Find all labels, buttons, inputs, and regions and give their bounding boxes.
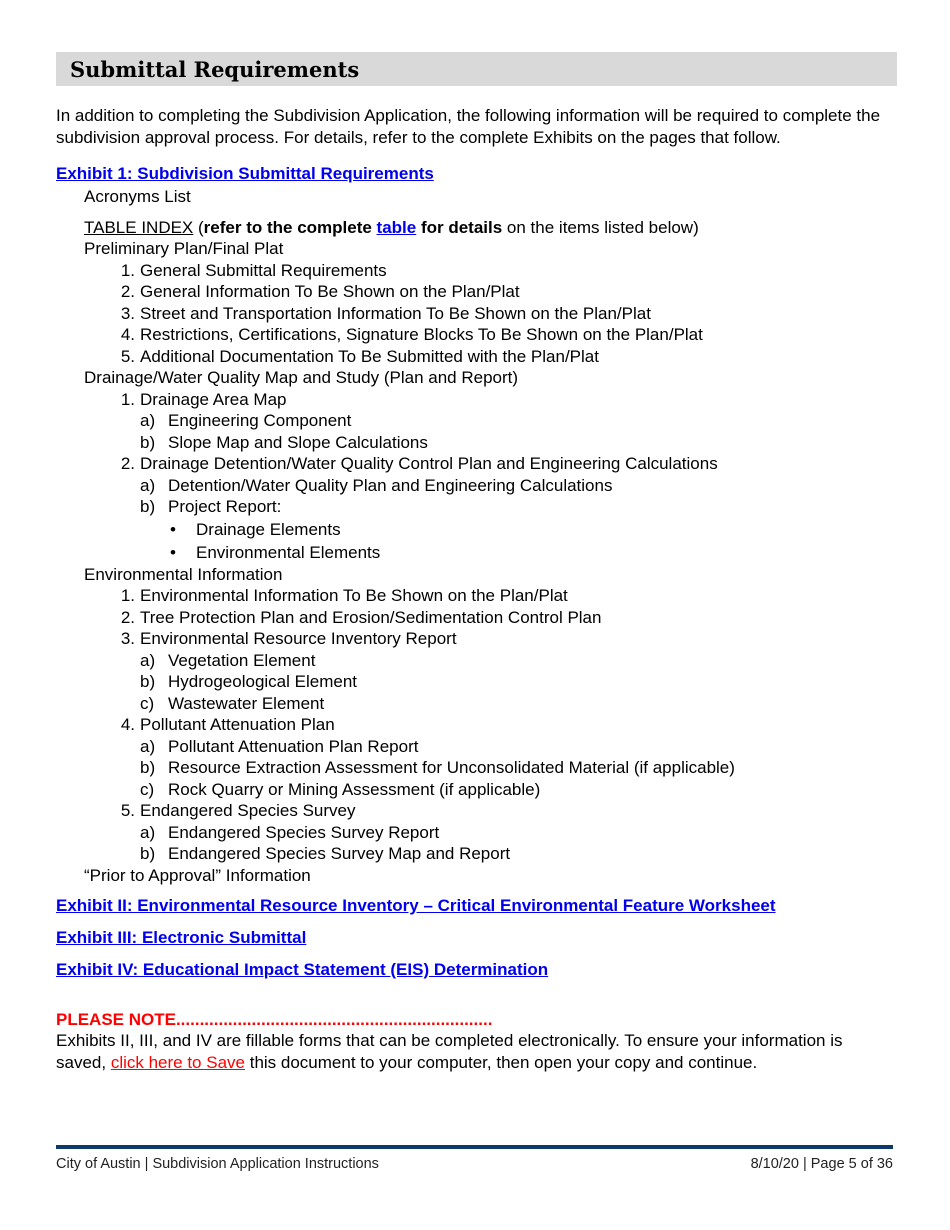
section-header — [56, 52, 897, 86]
list-item: 3. Environmental Resource Inventory Report — [120, 629, 457, 648]
bullet-item: • Environmental Elements — [170, 542, 381, 562]
table-link[interactable]: table — [376, 217, 417, 237]
list-subitem: b) Hydrogeological Element — [140, 672, 357, 691]
page-title: Submittal Requirements — [70, 56, 360, 82]
bullet-icon: • — [170, 542, 176, 562]
page-footer — [56, 1156, 893, 1172]
list-item: 2. General Information To Be Shown on the Plan/Plat — [120, 282, 520, 301]
page-content — [56, 52, 897, 1073]
footer-page-number: 8/10/20 | Page 5 of 36 — [750, 1156, 893, 1172]
table-index-label: TABLE INDEX — [84, 217, 194, 237]
environmental-heading: Environmental Information — [84, 564, 283, 584]
list-subitem: b) Slope Map and Slope Calculations — [140, 432, 428, 452]
preliminary-heading: Preliminary Plan/Final Plat — [84, 239, 284, 258]
list-subitem: a) Engineering Component — [140, 411, 352, 430]
please-note-heading: PLEASE NOTE................................................................... — [56, 1010, 493, 1029]
list-item: 5. Endangered Species Survey — [120, 801, 356, 820]
save-link[interactable]: click here to Save — [110, 1052, 245, 1072]
list-subitem: a) Detention/Water Quality Plan and Engineering Calculations — [140, 475, 613, 495]
intro-paragraph: In addition to completing the Subdivision Application, the following information will be required to complete the subdivision approval process. For details, refer to the complete Exhibits on the pages that follow. — [56, 106, 881, 147]
list-item: 3. Street and Transportation Information To Be Shown on the Plan/Plat — [120, 303, 651, 323]
footer-left: City of Austin | Subdivision Application Instructions — [56, 1156, 379, 1172]
footer-divider — [56, 1145, 893, 1149]
list-item: 4. Pollutant Attenuation Plan — [120, 715, 335, 734]
list-subitem: a) Pollutant Attenuation Plan Report — [140, 736, 419, 756]
list-subitem: a) Vegetation Element — [140, 650, 316, 670]
list-subitem: b) Endangered Species Survey Map and Report — [140, 844, 511, 863]
bullet-icon: • — [170, 519, 176, 539]
list-subitem: c) Rock Quarry or Mining Assessment (if applicable) — [140, 779, 541, 799]
drainage-heading: Drainage/Water Quality Map and Study (Plan and Report) — [84, 368, 519, 387]
list-item: 1. Drainage Area Map — [120, 389, 287, 409]
table-index-line: TABLE INDEX (refer to the complete table for details on the items listed below) — [84, 217, 699, 237]
list-item: 2. Tree Protection Plan and Erosion/Sedimentation Control Plan — [120, 607, 602, 627]
note-paragraph: Exhibits II, III, and IV are fillable forms that can be completed electronically. To ensure your information is saved, click here to Save this document to your computer, then open your copy and continue. — [56, 1031, 843, 1072]
bullet-item: • Drainage Elements — [170, 519, 341, 539]
list-item: 2. Drainage Detention/Water Quality Control Plan and Engineering Calculations — [120, 454, 718, 473]
exhibit-2-link[interactable]: Exhibit II: Environmental Resource Inventory – Critical Environmental Feature Worksheet — [56, 896, 776, 915]
list-item: 5. Additional Documentation To Be Submitted with the Plan/Plat — [120, 346, 599, 366]
acronyms-list-label: Acronyms List — [84, 187, 191, 206]
list-item: 4. Restrictions, Certifications, Signature Blocks To Be Shown on the Plan/Plat — [120, 325, 703, 344]
exhibit-4-link[interactable]: Exhibit IV: Educational Impact Statement (EIS) Determination — [56, 960, 549, 979]
list-subitem: a) Endangered Species Survey Report — [140, 822, 440, 842]
exhibit-3-link[interactable]: Exhibit III: Electronic Submittal — [56, 928, 307, 947]
list-subitem: b) Resource Extraction Assessment for Unconsolidated Material (if applicable) — [140, 758, 735, 777]
prior-to-approval-label: “Prior to Approval” Information — [84, 865, 311, 885]
list-subitem: c) Wastewater Element — [140, 693, 325, 713]
exhibit-1-link[interactable]: Exhibit 1: Subdivision Submittal Requirements — [56, 164, 434, 183]
list-item: 1. Environmental Information To Be Shown on the Plan/Plat — [120, 586, 568, 605]
list-item: 1. General Submittal Requirements — [120, 260, 387, 280]
list-subitem: b) Project Report: — [140, 497, 282, 516]
